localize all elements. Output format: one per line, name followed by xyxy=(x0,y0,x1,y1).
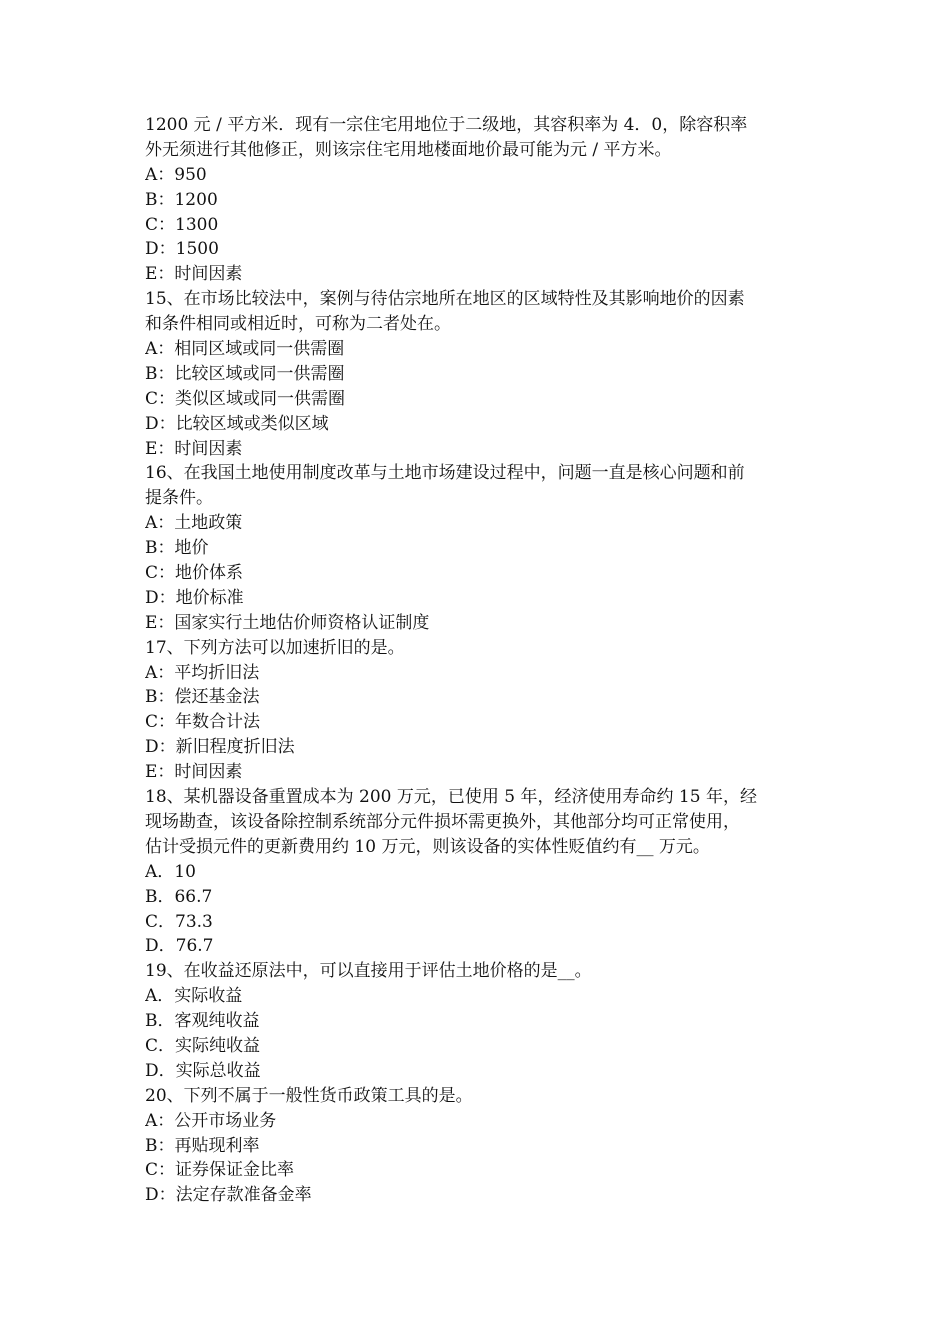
answer-option: B：比较区域或同一供需圈 xyxy=(145,363,345,384)
question-stem xyxy=(145,785,815,860)
answer-option: B．客观纯收益 xyxy=(145,1011,260,1032)
answer-option: D：地价标准 xyxy=(145,587,244,608)
question-line: 外无须进行其他修正，则该宗住宅用地楼面地价最可能为元 / 平方米。 xyxy=(145,139,672,160)
document-page xyxy=(145,113,815,1208)
answer-option: A：平均折旧法 xyxy=(145,662,260,683)
question-stem xyxy=(145,636,815,661)
answer-option: A：相同区域或同一供需圈 xyxy=(145,339,345,360)
question-line: 估计受损元件的更新费用约 10 万元，则该设备的实体性贬值约有__ 万元。 xyxy=(145,836,710,857)
answer-option: A．实际收益 xyxy=(145,986,243,1007)
answer-option: A．10 xyxy=(145,861,196,882)
question-line: 和条件相同或相近时，可称为二者处在。 xyxy=(145,314,451,335)
question-line: 17、下列方法可以加速折旧的是。 xyxy=(145,637,405,658)
question-line: 1200 元 / 平方米．现有一宗住宅用地位于二级地，其容积率为 4．0，除容积率 xyxy=(145,115,748,135)
question-stem xyxy=(145,287,815,337)
answer-option: B：地价 xyxy=(145,538,209,559)
answer-option: D：新旧程度折旧法 xyxy=(145,737,295,758)
answer-option: B：再贴现利率 xyxy=(145,1135,260,1156)
answer-option: B：偿还基金法 xyxy=(145,687,260,708)
answer-option: D：法定存款准备金率 xyxy=(145,1185,312,1206)
question-stem xyxy=(145,113,815,163)
answer-option: C：类似区域或同一供需圈 xyxy=(145,388,346,409)
answer-option: E：时间因素 xyxy=(145,438,243,459)
answer-option: B：1200 xyxy=(145,189,218,210)
question-line: 20、下列不属于一般性货币政策工具的是。 xyxy=(145,1085,473,1106)
answer-option: C：地价体系 xyxy=(145,563,244,584)
question-stem xyxy=(145,959,815,984)
question-line: 提条件。 xyxy=(145,488,213,509)
answer-option: E：时间因素 xyxy=(145,762,243,783)
answer-option: C：年数合计法 xyxy=(145,712,261,733)
answer-option: A：950 xyxy=(145,164,207,185)
answer-option: C：1300 xyxy=(145,214,219,235)
question-stem xyxy=(145,1084,815,1109)
answer-option: D：比较区域或类似区域 xyxy=(145,413,329,434)
question-line: 15、在市场比较法中，案例与待估宗地所在地区的区域特性及其影响地价的因素 xyxy=(145,289,745,310)
answer-option: C．实际纯收益 xyxy=(145,1035,261,1056)
answer-option: E：时间因素 xyxy=(145,264,243,285)
answer-option: C．73.3 xyxy=(145,911,213,932)
question-line: 19、在收益还原法中，可以直接用于评估土地价格的是__。 xyxy=(145,961,592,982)
question-line: 18、某机器设备重置成本为 200 万元，已使用 5 年，经济使用寿命约 15 年，经 xyxy=(145,787,757,808)
question-line: 16、在我国土地使用制度改革与土地市场建设过程中，问题一直是核心问题和前 xyxy=(145,463,745,484)
answer-option: E：国家实行土地估价师资格认证制度 xyxy=(145,612,430,633)
answer-option: D：1500 xyxy=(145,239,219,260)
question-line: 现场勘查，该设备除控制系统部分元件损坏需更换外，其他部分均可正常使用， xyxy=(145,811,740,832)
answer-option: C：证券保证金比率 xyxy=(145,1160,295,1181)
question-stem xyxy=(145,461,815,511)
answer-option: A：土地政策 xyxy=(145,513,243,534)
answer-option: D．76.7 xyxy=(145,936,214,957)
answer-option: A：公开市场业务 xyxy=(145,1110,277,1131)
answer-option: D．实际总收益 xyxy=(145,1060,261,1081)
answer-option: B．66.7 xyxy=(145,886,213,907)
